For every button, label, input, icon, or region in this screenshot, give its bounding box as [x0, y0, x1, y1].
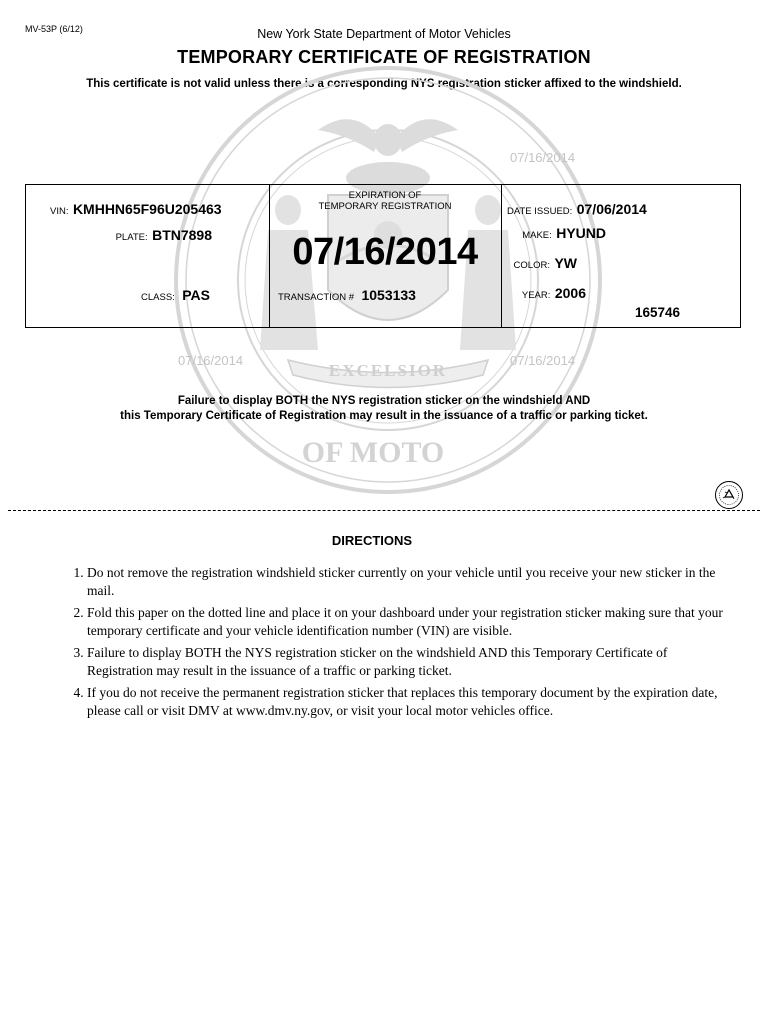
watermark-date: 07/16/2014 — [510, 150, 576, 165]
direction-item: 3. Failure to display BOTH the NYS registration sticker on the windshield AND this Temporary Certificate of Registration may result in the issuance of a traffic or parking ticket. — [87, 644, 727, 679]
box-divider — [501, 185, 502, 327]
fold-line — [8, 510, 760, 511]
recycled-paper-icon — [714, 480, 744, 510]
directions-title: DIRECTIONS — [331, 533, 413, 548]
expiration-date: 07/16/2014 — [292, 231, 478, 273]
form-code: MV-53P (6/12) — [25, 24, 83, 34]
make-field — [522, 225, 606, 243]
failure-notice-line: Failure to display BOTH the NYS registration sticker on the windshield AND — [177, 395, 591, 407]
seal-motto: EXCELSIOR — [328, 361, 448, 380]
transaction-field — [278, 287, 416, 305]
year-value: 2006 — [554, 285, 586, 301]
direction-item: 4. If you do not receive the permanent registration sticker that replaces this temporary document by the expiration date, please call or visit DMV at www.dmv.ny.gov, or visit your local motor vehicles office. — [87, 684, 727, 719]
year-label: YEAR: — [521, 290, 551, 301]
date-issued-value: 07/06/2014 — [576, 201, 647, 217]
class-label: CLASS: — [141, 292, 175, 303]
class-value: PAS — [182, 287, 210, 303]
expiration-label-line: TEMPORARY REGISTRATION — [318, 201, 452, 212]
transaction-label: TRANSACTION # — [278, 292, 355, 303]
vin-field — [50, 201, 222, 219]
vin-value: KMHHN65F96U205463 — [72, 201, 222, 217]
office-code: 165746 — [634, 305, 680, 320]
expiration-label-line: EXPIRATION OF — [348, 190, 422, 201]
validity-notice: This certificate is not valid unless there is a corresponding NYS registration sticker affixed to the windshield. — [86, 78, 682, 90]
plate-value: BTN7898 — [152, 227, 212, 243]
watermark-date: 07/16/2014 — [178, 353, 244, 368]
registration-box — [25, 184, 741, 328]
expiration-label — [269, 190, 501, 212]
plate-label: PLATE: — [115, 232, 148, 243]
plate-field — [116, 227, 212, 245]
direction-item: 1. Do not remove the registration windshield sticker currently on your vehicle until you receive your new sticker in the mail. — [87, 564, 727, 599]
color-value: YW — [554, 255, 577, 271]
directions-list — [66, 564, 727, 724]
make-label: MAKE: — [522, 230, 552, 241]
year-field — [522, 285, 586, 303]
vin-label: VIN: — [50, 206, 69, 217]
watermark-date: 07/16/2014 — [510, 353, 576, 368]
class-field — [141, 287, 210, 305]
color-field — [514, 255, 577, 273]
agency-name: New York State Department of Motor Vehicles — [257, 27, 511, 41]
make-value: HYUND — [556, 225, 606, 241]
color-label: COLOR: — [513, 260, 550, 271]
date-issued-field — [507, 201, 647, 219]
svg-text:OF MOTO: OF MOTO — [301, 436, 445, 469]
failure-notice — [0, 394, 768, 424]
transaction-value: 1053133 — [361, 287, 416, 303]
direction-item: 2. Fold this paper on the dotted line and place it on your dashboard under your registration sticker making sure that your temporary certificate and your vehicle identification number (VIN) are visible. — [87, 604, 727, 639]
failure-notice-line: this Temporary Certificate of Registration may result in the issuance of a traffic or parking ticket. — [120, 410, 648, 422]
date-issued-label: DATE ISSUED: — [507, 206, 573, 217]
document-title: TEMPORARY CERTIFICATE OF REGISTRATION — [177, 47, 591, 67]
